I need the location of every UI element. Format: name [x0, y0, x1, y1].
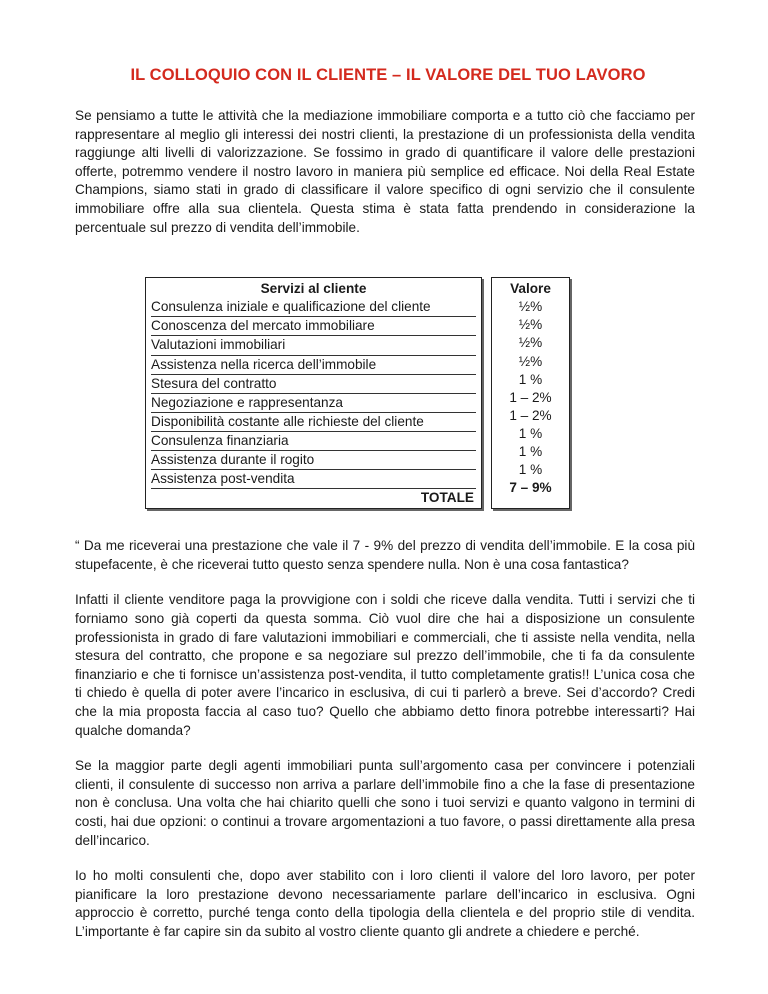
- service-row: Stesura del contratto: [151, 375, 476, 394]
- values-column: [491, 277, 570, 509]
- value-cell: ½%: [518, 299, 543, 315]
- value-header: Valore: [510, 281, 551, 297]
- total-label: TOTALE: [420, 490, 474, 506]
- body-paragraph: Io ho molti consulenti che, dopo aver stabilito con i loro clienti il valore del loro lavoro, per poter pianificare la loro prestazione devono necessariamente parlare dell’incarico in esclusiva. Ogni approccio è corretto, purché tenga conto della tipologia della clientela e del proprio stile di vendita. L’importante è far capire sin da subito al vostro cliente quanto gli andrete a chiedere e perché.: [75, 868, 695, 939]
- service-row: Negoziazione e rappresentanza: [151, 394, 476, 413]
- service-row: Assistenza durante il rogito: [151, 451, 476, 470]
- value-cell: 1 %: [518, 425, 543, 441]
- value-cell: 1 %: [518, 371, 543, 387]
- service-row: Disponibilità costante alle richieste del cliente: [151, 413, 476, 432]
- service-row: Consulenza iniziale e qualificazione del cliente: [151, 298, 476, 317]
- service-row: Assistenza nella ricerca dell’immobile: [151, 356, 476, 375]
- service-row: Assistenza post-vendita: [151, 470, 476, 489]
- document-title: IL COLLOQUIO CON IL CLIENTE – IL VALORE DEL TUO LAVORO: [130, 66, 646, 84]
- document-page: [75, 66, 695, 959]
- value-cell: 1 %: [518, 462, 543, 478]
- services-value-table: [145, 277, 695, 509]
- services-header: Servizi al cliente: [260, 281, 367, 297]
- service-row: Valutazioni immobiliari: [151, 336, 476, 355]
- intro-paragraph: Se pensiamo a tutte le attività che la mediazione immobiliare comporta e a tutto ciò che facciamo per rappresentare al meglio gli interessi dei nostri clienti, la prestazione di un professionista della vendita raggiunge alti livelli di valorizzazione. Se fossimo in grado di quantificare il valore delle prestazioni offerte, potremmo vendere il nostro lavoro in maniera più semplice ed efficace. Noi della Real Estate Champions, siamo stati in grado di classificare il valore specifico di ogni servizio che il consulente immobiliare offre alla sua clientela. Questa stima è stata fatta prendendo in considerazione la percentuale sul prezzo di vendita dell’immobile.: [75, 108, 695, 235]
- service-row: Consulenza finanziaria: [151, 432, 476, 451]
- value-cell: 1 – 2%: [509, 389, 552, 405]
- service-row: Conoscenza del mercato immobiliare: [151, 317, 476, 336]
- value-cell: 1 – 2%: [509, 407, 552, 423]
- services-column: [145, 277, 482, 509]
- value-cell: ½%: [518, 317, 543, 333]
- body-paragraph: Infatti il cliente venditore paga la provvigione con i soldi che riceve dalla vendita. Tutti i servizi che ti forniamo sono già coperti da questa somma. Ciò vuol dire che hai a disposizione un consulente professionista in grado di fare valutazioni immobiliari e commerciali, che ti assiste nella vendita, nella stesura del contratto, che propone e sa negoziare sul prezzo dell’immobile, che ti fa da consulente finanziario e che ti fornisce un’assistenza post-vendita, il tutto completamente gratis!! L’unica cosa che ti chiedo è quella di poter avere l’incarico in esclusiva, di cui ti parlerò a breve. Sei d’accordo? Credi che la mia proposta faccia al caso tuo? Quello che abbiamo detto finora potrebbe interessarti? Hai qualche domanda?: [75, 592, 695, 738]
- value-cell: ½%: [518, 353, 543, 369]
- value-cell: 1 %: [518, 444, 543, 459]
- value-cell: ½%: [518, 335, 543, 351]
- quote-paragraph: “ Da me riceverai una prestazione che vale il 7 - 9% del prezzo di vendita dell’immobile. E la cosa più stupefacente, è che riceverai tutto questo senza spendere nulla. Non è una cosa fantastica?: [75, 538, 695, 572]
- body-paragraph: Se la maggior parte degli agenti immobiliari punta sull’argomento casa per convincere i potenziali clienti, il consulente di successo non arriva a parlare dell’immobile fino a che la fase di presentazione non è conclusa. Una volta che hai chiarito quelli che sono i tuoi servizi e quanto valgono in termini di costi, hai due opzioni: o continui a trovare argomentazioni a tuo favore, o passi direttamente alla presa dell’incarico.: [75, 758, 695, 848]
- total-value: 7 – 9%: [509, 480, 552, 496]
